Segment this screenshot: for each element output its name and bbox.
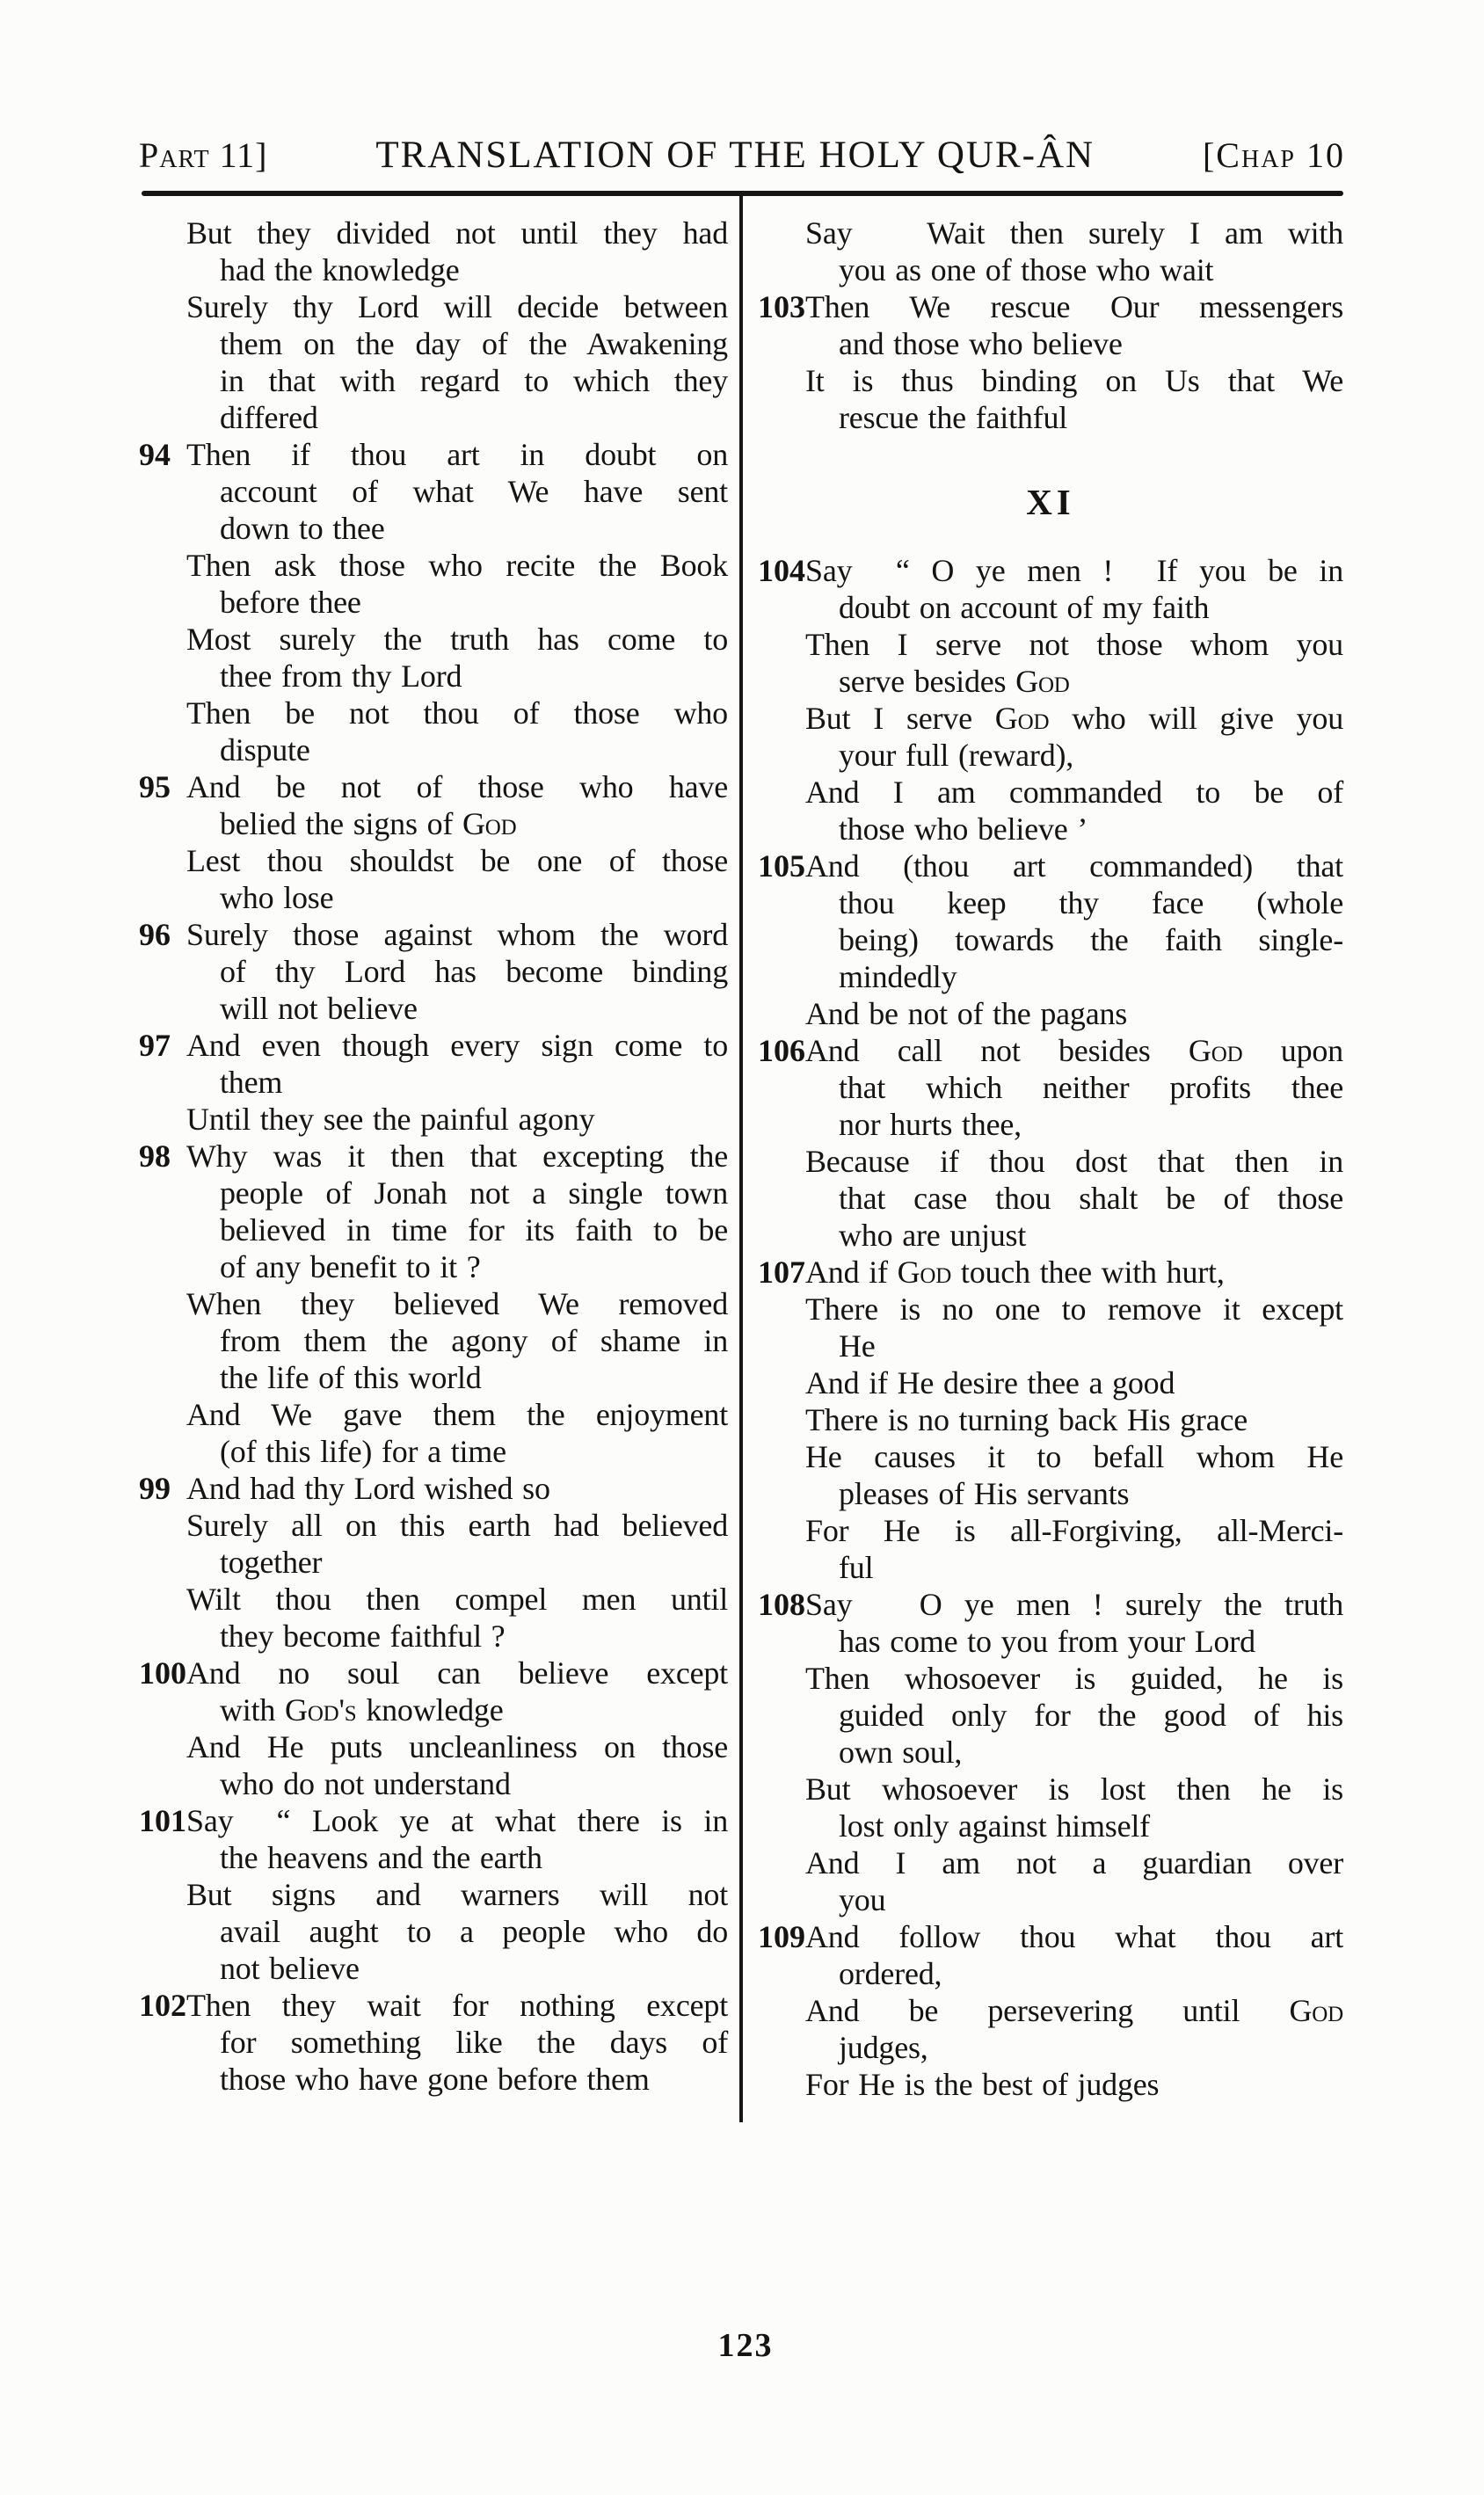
verse-line <box>758 1623 1343 1660</box>
verse-text: those who have gone before them <box>220 2062 650 2097</box>
verse-text: who are unjust <box>839 1218 1027 1253</box>
verse-text: doubt on account of my faith <box>839 590 1210 625</box>
verse-text: He causes it to befall whom He <box>805 1439 1343 1474</box>
verse-text: you as one of those who wait <box>839 252 1214 287</box>
verse-line <box>139 1359 728 1396</box>
verse-number: 102 <box>139 1988 186 2023</box>
verse-line <box>139 2061 728 2098</box>
verse-text: in that with regard to which they <box>220 363 728 398</box>
verse-number: 108 <box>758 1587 805 1622</box>
verse-text: And had thy Lord wished so <box>186 1471 550 1506</box>
verse-text: (of this life) for a time <box>220 1434 506 1469</box>
verse-line-numbered <box>139 1470 728 1507</box>
verse-line <box>758 1844 1343 1881</box>
verse-line <box>758 921 1343 958</box>
verse-line <box>758 995 1343 1032</box>
verse-line <box>758 1180 1343 1217</box>
verse-line <box>758 1512 1343 1549</box>
verse-text: Then We rescue Our messengers <box>805 289 1343 324</box>
verse-text: belied the signs of God <box>220 806 517 841</box>
verse-text: And He puts uncleanliness on those <box>186 1729 728 1764</box>
verse-line <box>139 1175 728 1211</box>
verse-line <box>139 2024 728 2061</box>
verse-line <box>139 1913 728 1950</box>
verse-line <box>139 1544 728 1581</box>
verse-line <box>139 1618 728 1655</box>
verse-text: Surely thy Lord will decide between <box>186 289 728 324</box>
verse-text: Surely all on this earth had believed <box>186 1508 728 1543</box>
verse-number: 106 <box>758 1033 805 1068</box>
verse-number: 100 <box>139 1655 186 1691</box>
verse-line-numbered <box>758 847 1343 884</box>
verse-line <box>758 1069 1343 1106</box>
verse-text: Then if thou art in doubt on <box>186 437 728 472</box>
verse-line <box>758 700 1343 737</box>
verse-text: Then whosoever is guided, he is <box>805 1661 1343 1696</box>
verse-text: Until they see the painful agony <box>186 1102 595 1137</box>
verse-line <box>139 1211 728 1248</box>
verse-text: not believe <box>220 1951 360 1986</box>
section-heading: XI <box>1026 482 1075 522</box>
verse-line <box>139 879 728 916</box>
verse-text: ful <box>839 1550 874 1585</box>
verse-text: And be persevering until God <box>805 1993 1343 2028</box>
verse-text: And (thou art commanded) that <box>805 848 1343 884</box>
verse-number: 97 <box>139 1028 171 1063</box>
verse-line <box>139 547 728 584</box>
verse-line <box>139 1396 728 1433</box>
verse-line <box>758 737 1343 774</box>
verse-text: down to thee <box>220 511 385 546</box>
verse-text: your full (reward), <box>839 738 1074 773</box>
verse-line <box>758 1955 1343 1992</box>
verse-text: of thy Lord has become binding <box>220 954 728 989</box>
smallcaps-word: God <box>897 1255 952 1290</box>
verse-text: with God's knowledge <box>220 1692 504 1728</box>
verse-number: 109 <box>758 1919 805 1954</box>
verse-line <box>758 884 1343 921</box>
verse-line <box>758 1291 1343 1328</box>
verse-line-numbered <box>758 552 1343 589</box>
verse-text: And We gave them the enjoyment <box>186 1397 728 1432</box>
verse-text: that case thou shalt be of those <box>839 1181 1343 1216</box>
verse-text: the life of this world <box>220 1360 482 1395</box>
verse-text: nor hurts thee, <box>839 1107 1022 1142</box>
verse-text: mindedly <box>839 959 957 994</box>
verse-line <box>139 731 728 768</box>
left-text-column <box>139 215 728 2098</box>
verse-line <box>758 2066 1343 2103</box>
verse-line <box>139 399 728 436</box>
verse-line <box>758 399 1343 436</box>
verse-text: people of Jonah not a single town <box>220 1175 728 1211</box>
verse-line-numbered <box>139 1027 728 1064</box>
verse-text: But I serve God who will give you <box>805 701 1343 736</box>
verse-line-numbered <box>139 1655 728 1691</box>
verse-line <box>139 1950 728 1987</box>
verse-number: 99 <box>139 1471 171 1506</box>
verse-text: they become faithful ? <box>220 1618 506 1654</box>
verse-text: And call not besides God upon <box>805 1033 1343 1068</box>
smallcaps-word: God <box>1188 1033 1243 1068</box>
verse-line-numbered <box>758 1586 1343 1623</box>
verse-number: 98 <box>139 1138 171 1174</box>
verse-line <box>758 663 1343 700</box>
verse-line-numbered <box>758 1918 1343 1955</box>
verse-line <box>758 589 1343 626</box>
verse-text: them <box>220 1065 283 1100</box>
verse-line <box>139 695 728 731</box>
verse-text: Say “ Look ye at what there is in <box>186 1803 728 1838</box>
verse-text: account of what We have sent <box>220 474 728 509</box>
verse-text: Say “ O ye men ! If you be in <box>805 553 1343 588</box>
verse-text: being) towards the faith single- <box>839 922 1343 957</box>
verse-line <box>758 215 1343 251</box>
verse-text: of any benefit to it ? <box>220 1249 481 1284</box>
verse-line <box>139 1285 728 1322</box>
verse-line <box>139 288 728 325</box>
verse-line <box>139 1433 728 1470</box>
verse-line <box>139 251 728 288</box>
verse-line <box>758 1143 1343 1180</box>
verse-text: There is no turning back His grace <box>805 1402 1248 1437</box>
verse-text: And be not of those who have <box>186 769 728 804</box>
verse-line <box>758 1438 1343 1475</box>
verse-line <box>139 584 728 621</box>
verse-line <box>758 1992 1343 2029</box>
verse-text: rescue the faithful <box>839 400 1068 435</box>
verse-text: Most surely the truth has come to <box>186 622 728 657</box>
verse-text: thou keep thy face (whole <box>839 885 1343 920</box>
verse-text: And I am not a guardian over <box>805 1845 1343 1880</box>
verse-text: them on the day of the Awakening <box>220 326 728 361</box>
verse-line <box>139 1839 728 1876</box>
verse-line-numbered <box>758 288 1343 325</box>
verse-line-numbered <box>139 916 728 953</box>
verse-text: But they divided not until they had <box>186 215 728 251</box>
verse-number: 95 <box>139 769 171 804</box>
verse-line <box>758 1881 1343 1918</box>
right-text-column <box>758 215 1343 2103</box>
verse-text: thee from thy Lord <box>220 658 462 694</box>
verse-line-numbered <box>139 436 728 473</box>
verse-text: avail aught to a people who do <box>220 1914 728 1949</box>
verse-text: together <box>220 1545 323 1580</box>
column-divider-rule <box>739 194 743 2122</box>
verse-number: 101 <box>139 1803 186 1838</box>
verse-line <box>139 842 728 879</box>
verse-text: And no soul can believe except <box>186 1655 728 1691</box>
verse-line <box>139 990 728 1027</box>
verse-line <box>758 1401 1343 1438</box>
verse-line <box>139 805 728 842</box>
verse-text: from them the agony of shame in <box>220 1323 728 1358</box>
verse-number: 96 <box>139 917 171 952</box>
verse-line-numbered <box>758 1254 1343 1291</box>
verse-number: 103 <box>758 289 805 324</box>
smallcaps-word: God <box>462 806 517 841</box>
verse-line <box>758 774 1343 811</box>
verse-text: dispute <box>220 732 310 767</box>
verse-line <box>139 510 728 547</box>
page-title: TRANSLATION OF THE HOLY QUR-ÂN <box>375 135 1095 176</box>
verse-line <box>139 1507 728 1544</box>
verse-line <box>758 1697 1343 1734</box>
verse-text: that which neither profits thee <box>839 1070 1343 1105</box>
verse-text: and those who believe <box>839 326 1123 361</box>
verse-text: guided only for the good of his <box>839 1698 1343 1733</box>
verse-line-numbered <box>139 1138 728 1175</box>
verse-text: And I am commanded to be of <box>805 775 1343 810</box>
verse-line <box>139 1691 728 1728</box>
verse-text: For He is the best of judges <box>805 2067 1160 2102</box>
verse-text: ordered, <box>839 1956 942 1991</box>
verse-text: serve besides God <box>839 664 1070 699</box>
smallcaps-word: God <box>1015 664 1070 699</box>
verse-line <box>758 1328 1343 1364</box>
verse-text: Surely those against whom the word <box>186 917 728 952</box>
verse-text: It is thus binding on Us that We <box>805 363 1343 398</box>
verse-line <box>139 658 728 695</box>
verse-line <box>758 1549 1343 1586</box>
verse-line <box>139 953 728 990</box>
verse-line <box>758 1106 1343 1143</box>
verse-text: But signs and warners will not <box>186 1877 728 1912</box>
verse-line <box>758 1364 1343 1401</box>
verse-text: who lose <box>220 880 334 915</box>
verse-text: And be not of the pagans <box>805 996 1128 1031</box>
verse-line <box>758 251 1343 288</box>
verse-text: Then I serve not those whom you <box>805 627 1343 662</box>
verse-text: And if He desire thee a good <box>805 1365 1175 1400</box>
verse-text: But whosoever is lost then he is <box>805 1771 1343 1807</box>
verse-text: for something like the days of <box>220 2025 728 2060</box>
verse-line <box>139 1064 728 1101</box>
verse-line <box>139 1248 728 1285</box>
verse-line <box>758 2029 1343 2066</box>
verse-text: pleases of His servants <box>839 1476 1130 1511</box>
verse-line-numbered <box>139 768 728 805</box>
smallcaps-word: God <box>1289 1993 1343 2028</box>
verse-text: He <box>839 1328 876 1364</box>
verse-text: Wilt thou then compel men until <box>186 1582 728 1617</box>
verse-text: Then be not thou of those who <box>186 695 728 731</box>
verse-number: 104 <box>758 553 805 588</box>
verse-line-numbered <box>139 1987 728 2024</box>
verse-text: differed <box>220 400 318 435</box>
verse-line <box>758 1808 1343 1844</box>
verse-line <box>139 1581 728 1618</box>
verse-text: will not believe <box>220 991 418 1026</box>
verse-line <box>139 1728 728 1765</box>
verse-text: Say Wait then surely I am with <box>805 215 1343 251</box>
verse-text: Because if thou dost that then in <box>805 1144 1343 1179</box>
chapter-label: [Chap 10 <box>1202 135 1345 175</box>
verse-line <box>139 1101 728 1138</box>
verse-text: has come to you from your Lord <box>839 1624 1255 1659</box>
verse-line <box>758 1734 1343 1771</box>
verse-line <box>758 626 1343 663</box>
verse-line <box>758 1475 1343 1512</box>
verse-text: Say O ye men ! surely the truth <box>805 1587 1343 1622</box>
smallcaps-word: God's <box>285 1692 357 1728</box>
verse-text: the heavens and the earth <box>220 1840 542 1875</box>
verse-text: And if God touch thee with hurt, <box>805 1255 1225 1290</box>
verse-text: And follow thou what thou art <box>805 1919 1343 1954</box>
verse-text: you <box>839 1882 886 1917</box>
verse-text: before thee <box>220 585 361 620</box>
verse-number: 107 <box>758 1255 805 1290</box>
verse-text: lost only against himself <box>839 1808 1150 1844</box>
verse-line <box>139 1322 728 1359</box>
verse-line <box>758 1660 1343 1697</box>
verse-line <box>758 1217 1343 1254</box>
verse-line <box>139 621 728 658</box>
part-label: Part 11] <box>139 135 268 175</box>
verse-text: And even though every sign come to <box>186 1028 728 1063</box>
verse-line <box>139 1876 728 1913</box>
verse-text: For He is all-Forgiving, all-Merci- <box>805 1513 1343 1548</box>
verse-line <box>758 325 1343 362</box>
verse-text: believed in time for its faith to be <box>220 1212 728 1248</box>
verse-line <box>758 811 1343 847</box>
page-header <box>139 134 1345 177</box>
verse-text: had the knowledge <box>220 252 460 287</box>
page-number: 123 <box>717 2327 774 2364</box>
verse-text: who do not understand <box>220 1766 511 1801</box>
verse-line-numbered <box>139 1802 728 1839</box>
verse-line <box>139 473 728 510</box>
verse-line-numbered <box>758 1032 1343 1069</box>
verse-line <box>139 215 728 251</box>
verse-line <box>758 362 1343 399</box>
verse-number: 105 <box>758 848 805 884</box>
verse-line <box>139 1765 728 1802</box>
smallcaps-word: God <box>994 701 1050 736</box>
verse-text: own soul, <box>839 1735 963 1770</box>
verse-text: those who believe ’ <box>839 811 1088 847</box>
verse-number: 94 <box>139 437 171 472</box>
verse-line <box>758 1771 1343 1808</box>
verse-text: There is no one to remove it except <box>805 1291 1343 1327</box>
verse-line <box>139 362 728 399</box>
verse-text: judges, <box>839 2030 928 2065</box>
verse-text: Lest thou shouldst be one of those <box>186 843 728 878</box>
verse-text: Then ask those who recite the Book <box>186 548 728 583</box>
verse-text: Why was it then that excepting the <box>186 1138 728 1174</box>
verse-line <box>139 325 728 362</box>
verse-text: Then they wait for nothing except <box>186 1988 728 2023</box>
verse-line <box>758 958 1343 995</box>
verse-text: When they believed We removed <box>186 1286 728 1321</box>
